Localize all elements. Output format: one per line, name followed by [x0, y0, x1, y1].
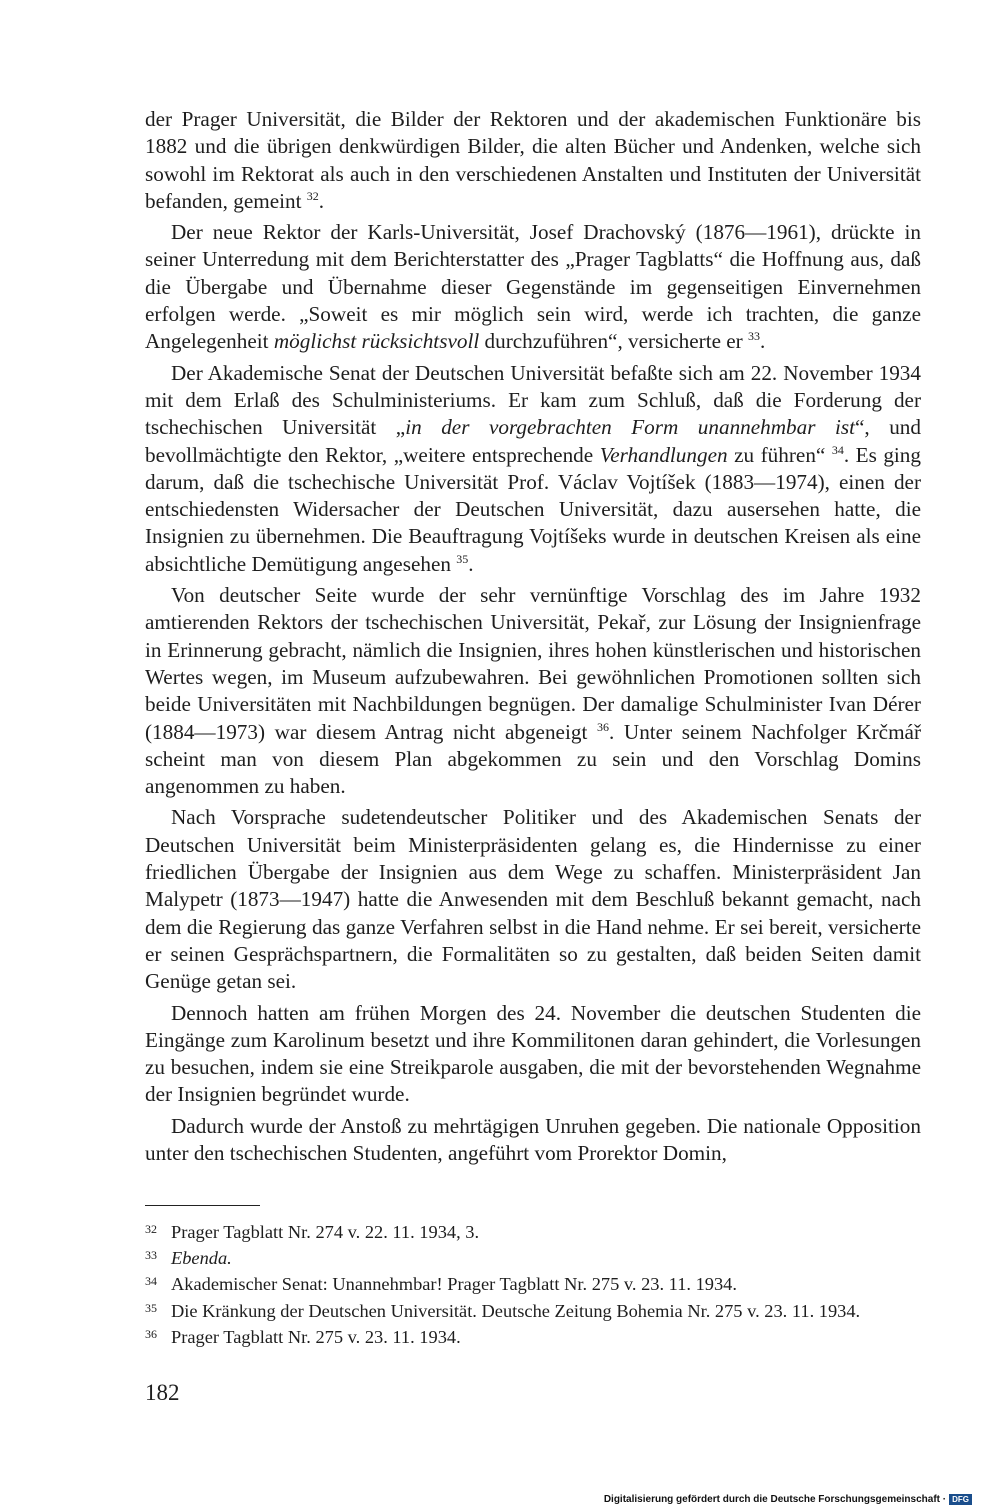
text-run: Von deutscher Seite wurde der sehr vernünftige Vorschlag des im Jahre 1932 amtierenden Rektors der tschechischen Universität, Pekař, zur Lösung der Insignienfrage in Erinnerung gebracht, nämlich die Insignien, ihres hohen künstlerischen und historischen Wertes wegen, im Museum aufzubewahren. Bei gewöhnlichen Promotionen sollten sich beide Universitäten mit Nachbildungen begnügen. Der damalige Schulminister Ivan Dérer (1884—1973) war diesem Antrag nicht abgeneigt: [145, 583, 921, 744]
footnote-ref: 35: [456, 551, 469, 566]
footnote-ref: 36: [596, 719, 609, 734]
footnote-number: 32: [145, 1222, 157, 1236]
footnote-number: 34: [145, 1274, 157, 1289]
emphasis: Verhandlungen: [599, 442, 728, 467]
emphasis: möglichst rücksichtsvoll: [273, 329, 480, 354]
digitization-credit: [604, 1494, 972, 1505]
text-run: “, und bevollmächtigte den Rektor, „weitere entsprechende: [145, 415, 921, 467]
footnote-ref: 34: [831, 442, 844, 457]
dfg-logo: DFG: [949, 1494, 972, 1505]
footnote-text: Akademischer Senat: Unannehmbar! Prager Tagblatt Nr. 275 v. 23. 11. 1934.: [171, 1274, 737, 1295]
text-run: zu führen“: [727, 442, 832, 467]
footnote-text: Ebenda.: [171, 1248, 232, 1269]
footnote-text: Die Kränkung der Deutschen Universität. Deutsche Zeitung Bohemia Nr. 275 v. 23. 11. 1934.: [171, 1300, 861, 1321]
text-run: der Prager Universität, die Bilder der Rektoren und der akademischen Funktionäre bis 1882 und die übrigen denkwürdigen Bilder, die alten Bücher und Andenken, welche sich sowohl im Rektorat als auch in den verschiedenen Anstalten und Instituten der Universität befanden, gemeint: [145, 107, 921, 213]
paragraph: [145, 1000, 921, 1109]
footnote: [145, 1300, 921, 1323]
emphasis: in der vorgebrachten Form unannehmbar ist: [405, 415, 856, 440]
text-run: . Unter seinem Nachfolger Krčmář scheint man von diesem Plan abgekommen zu sein und den Vorschlag Domins angenommen zu haben.: [145, 719, 922, 799]
body-text: [145, 106, 921, 1171]
footnote-ref: 33: [748, 329, 761, 344]
text-run: Der Akademische Senat der Deutschen Universität befaßte sich am 22. November 1934 mit dem Erlaß des Schulministeriums. Er kam zum Schluß, daß die Forderung der tschechischen Universität „: [145, 360, 921, 440]
text-run: .: [760, 329, 766, 354]
text-run: Dadurch wurde der Anstoß zu mehrtägigen Unruhen gegeben. Die nationale Opposition unter den tschechischen Studenten, angeführt vom Prorektor Domin,: [145, 1113, 921, 1165]
footnote: [145, 1273, 921, 1296]
footnote-number: 36: [145, 1326, 157, 1341]
footnote-divider: [145, 1205, 260, 1206]
footnote-text: Prager Tagblatt Nr. 275 v. 23. 11. 1934.: [171, 1326, 461, 1347]
page-number: 182: [145, 1380, 180, 1405]
paragraph: [145, 106, 921, 215]
paragraph: [145, 582, 921, 800]
text-run: Dennoch hatten am frühen Morgen des 24. November die deutschen Studenten die Eingänge zum Karolinum besetzt und ihre Kommilitonen daran gehindert, die Vorlesungen zu besuchen, indem sie eine Streikparole ausgaben, die mit der bevorstehenden Wegnahme der Insignien begründet wurde.: [145, 1000, 921, 1107]
text-run: durchzuführen“, versicherte er: [479, 329, 749, 354]
text-run: .: [468, 551, 474, 576]
footnote-number: 35: [145, 1300, 157, 1315]
footnote: [145, 1326, 921, 1349]
footnote-text: Prager Tagblatt Nr. 274 v. 22. 11. 1934, 3.: [171, 1222, 480, 1242]
footnote-number: 33: [145, 1248, 157, 1263]
footnote: [145, 1247, 921, 1270]
paragraph: [145, 360, 921, 578]
paragraph: [145, 804, 921, 995]
footnote-ref: 32: [306, 188, 319, 203]
paragraph: [145, 1113, 921, 1168]
text-run: Nach Vorsprache sudetendeutscher Politiker und des Akademischen Senats der Deutschen Universität beim Ministerpräsidenten gelang es, die Hindernisse zu einer friedlichen Übergabe der Insignien aus dem Wege zu schaffen. Ministerpräsident Jan Malypetr (1873—1947) hatte die Anwesenden mit dem Beschluß bekannt gemacht, nach dem die Regierung das ganze Verfahren selbst in die Hand nehme. Er sei bereit, versicherte er seinen Gesprächspartnern, die Formalitäten so zu gestalten, daß beiden Seiten damit Genüge getan sei.: [145, 805, 921, 994]
paragraph: [145, 219, 921, 355]
footnotes: [145, 1221, 921, 1352]
text-run: Der neue Rektor der Karls-Universität, Josef Drachovský (1876—1961), drückte in seiner Unterredung mit dem Berichterstatter des „Prager Tagblatts“ die Hoffnung aus, daß die Übergabe und Übernahme dieser Gegenstände im gegenseitigen Einvernehmen erfolgen werde. „Soweit es mir möglich sein wird, werde ich trachten, die ganze Angelegenheit: [145, 220, 921, 354]
text-run: . Es ging darum, daß die tschechische Universität Prof. Václav Vojtíšek (1883—1974), einen der entschiedensten Widersacher der Deutschen Universität, dazu ausersehen hatte, die Insignien zu übernehmen. Die Beauftragung Vojtíšeks wurde in deutschen Kreisen als eine absichtliche Demütigung angesehen: [145, 442, 921, 576]
text-run: .: [318, 188, 325, 213]
credit-text: Digitalisierung gefördert durch die Deutsche Forschungsgemeinschaft ·: [603, 1494, 947, 1505]
footnote: [145, 1221, 921, 1244]
